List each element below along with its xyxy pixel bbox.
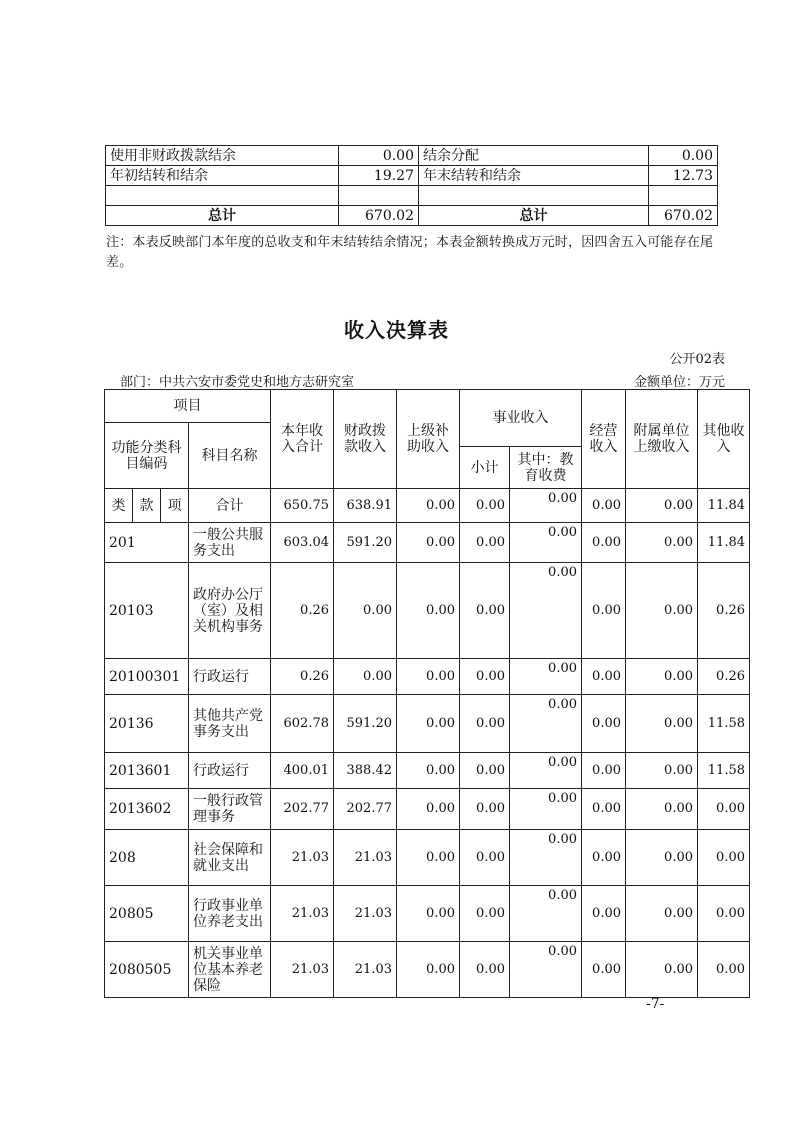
cell-superior: 0.00 (397, 830, 460, 886)
cell-other: 11.58 (698, 695, 750, 753)
cell-operating: 0.00 (582, 789, 626, 830)
cell-operating: 0.00 (582, 753, 626, 789)
cell-affiliated: 0.00 (626, 563, 698, 659)
cell-affiliated: 0.00 (626, 942, 698, 998)
header-edu-fee: 其中：教育收费 (510, 447, 582, 489)
row-value: 12.73 (649, 166, 718, 186)
header-project: 项目 (105, 390, 271, 423)
header-other: 其他收入 (698, 390, 750, 489)
cell-affiliated: 0.00 (626, 489, 698, 523)
page-number: -7- (646, 996, 665, 1012)
cell-other: 0.00 (698, 830, 750, 886)
cell-superior: 0.00 (397, 563, 460, 659)
cell-fiscal: 591.20 (334, 695, 397, 753)
row-value (649, 186, 718, 206)
cell-fiscal: 0.00 (334, 659, 397, 695)
cell-superior: 0.00 (397, 753, 460, 789)
cell-code: 20136 (105, 695, 189, 753)
header-subtotal: 小计 (460, 447, 510, 489)
cell-operating: 0.00 (582, 830, 626, 886)
total-label: 总计 (419, 206, 649, 226)
cell-superior: 0.00 (397, 695, 460, 753)
cell-edu: 0.00 (510, 563, 582, 659)
row-value: 0.00 (649, 146, 718, 166)
cell-operating: 0.00 (582, 659, 626, 695)
cell-subtotal: 0.00 (460, 830, 510, 886)
row-label (106, 186, 339, 206)
cell-affiliated: 0.00 (626, 789, 698, 830)
table-row (105, 523, 750, 563)
cell-other: 0.26 (698, 659, 750, 695)
row-label (419, 186, 649, 206)
cell-subtotal: 0.00 (460, 789, 510, 830)
cell-superior: 0.00 (397, 942, 460, 998)
cell-code: 2080505 (105, 942, 189, 998)
cell-total: 603.04 (271, 523, 334, 563)
cell-edu: 0.00 (510, 830, 582, 886)
total-row (106, 206, 718, 226)
balance-table (105, 145, 718, 226)
header-fiscal: 财政拨款收入 (334, 390, 397, 489)
header-operating: 经营收入 (582, 390, 626, 489)
table-row (105, 659, 750, 695)
cell-edu: 0.00 (510, 695, 582, 753)
header-func-class: 功能分类科目编码 (105, 423, 189, 489)
table-row (105, 563, 750, 659)
cell-subject-name: 政府办公厅（室）及相关机构事务 (189, 563, 271, 659)
total-row-label: 合计 (189, 489, 271, 523)
cell-fiscal: 638.91 (334, 489, 397, 523)
cell-subtotal: 0.00 (460, 523, 510, 563)
unit-label: 金额单位：万元 (633, 375, 725, 390)
total-value: 670.02 (339, 206, 419, 226)
cell-code: 2013602 (105, 789, 189, 830)
row-label: 使用非财政拨款结余 (106, 146, 339, 166)
cell-edu: 0.00 (510, 942, 582, 998)
cell-subtotal: 0.00 (460, 753, 510, 789)
cell-total: 202.77 (271, 789, 334, 830)
cell-subtotal: 0.00 (460, 695, 510, 753)
cell-superior: 0.00 (397, 659, 460, 695)
table-row (105, 942, 750, 998)
department-label: 部门：中共六安市委党史和地方志研究室 (120, 375, 355, 390)
table-row (106, 146, 718, 166)
total-label: 总计 (106, 206, 339, 226)
cell-total: 0.26 (271, 659, 334, 695)
header-total: 本年收入合计 (271, 390, 334, 489)
table-row (105, 753, 750, 789)
row-value: 19.27 (339, 166, 419, 186)
cell-total: 650.75 (271, 489, 334, 523)
cell-fiscal: 591.20 (334, 523, 397, 563)
cell-superior: 0.00 (397, 886, 460, 942)
header-xiang: 项 (161, 489, 189, 523)
cell-edu: 0.00 (510, 659, 582, 695)
cell-affiliated: 0.00 (626, 695, 698, 753)
cell-total: 21.03 (271, 886, 334, 942)
cell-subject-name: 一般行政管理事务 (189, 789, 271, 830)
cell-subject-name: 行政运行 (189, 753, 271, 789)
cell-superior: 0.00 (397, 523, 460, 563)
cell-operating: 0.00 (582, 523, 626, 563)
cell-other: 0.26 (698, 563, 750, 659)
row-label: 年初结转和结余 (106, 166, 339, 186)
cell-other: 11.84 (698, 489, 750, 523)
cell-superior: 0.00 (397, 489, 460, 523)
cell-total: 0.26 (271, 563, 334, 659)
cell-other: 0.00 (698, 942, 750, 998)
table-row (106, 166, 718, 186)
cell-edu: 0.00 (510, 489, 582, 523)
cell-other: 0.00 (698, 886, 750, 942)
cell-subtotal: 0.00 (460, 942, 510, 998)
cell-operating: 0.00 (582, 942, 626, 998)
cell-fiscal: 21.03 (334, 886, 397, 942)
cell-fiscal: 202.77 (334, 789, 397, 830)
table-row (105, 695, 750, 753)
cell-operating: 0.00 (582, 695, 626, 753)
income-table (104, 389, 750, 998)
cell-edu: 0.00 (510, 886, 582, 942)
page-title: 收入决算表 (344, 318, 449, 342)
row-value (339, 186, 419, 206)
table-code: 公开02表 (669, 352, 725, 367)
table-row (106, 186, 718, 206)
header-career: 事业收入 (460, 390, 582, 447)
total-value: 670.02 (649, 206, 718, 226)
cell-affiliated: 0.00 (626, 659, 698, 695)
cell-subject-name: 行政运行 (189, 659, 271, 695)
cell-affiliated: 0.00 (626, 830, 698, 886)
row-label: 年末结转和结余 (419, 166, 649, 186)
cell-code: 20805 (105, 886, 189, 942)
cell-affiliated: 0.00 (626, 523, 698, 563)
cell-fiscal: 388.42 (334, 753, 397, 789)
cell-edu: 0.00 (510, 753, 582, 789)
cell-other: 11.84 (698, 523, 750, 563)
header-subject-name: 科目名称 (189, 423, 271, 489)
cell-other: 11.58 (698, 753, 750, 789)
cell-total: 602.78 (271, 695, 334, 753)
cell-subtotal: 0.00 (460, 659, 510, 695)
header-kuan: 款 (133, 489, 161, 523)
cell-code: 20100301 (105, 659, 189, 695)
cell-operating: 0.00 (582, 563, 626, 659)
cell-total: 400.01 (271, 753, 334, 789)
cell-code: 20103 (105, 563, 189, 659)
table-note: 注：本表反映部门本年度的总收支和年末结转结余情况；本表金额转换成万元时，因四舍五入可能存在尾差。 (106, 235, 714, 270)
cell-edu: 0.00 (510, 523, 582, 563)
cell-subject-name: 一般公共服务支出 (189, 523, 271, 563)
cell-edu: 0.00 (510, 789, 582, 830)
cell-fiscal: 0.00 (334, 563, 397, 659)
cell-total: 21.03 (271, 830, 334, 886)
cell-operating: 0.00 (582, 489, 626, 523)
cell-code: 201 (105, 523, 189, 563)
table-row (105, 830, 750, 886)
cell-other: 0.00 (698, 789, 750, 830)
cell-subject-name: 其他共产党事务支出 (189, 695, 271, 753)
table-row (105, 886, 750, 942)
row-label: 结余分配 (419, 146, 649, 166)
header-lei: 类 (105, 489, 133, 523)
cell-subject-name: 行政事业单位养老支出 (189, 886, 271, 942)
cell-fiscal: 21.03 (334, 830, 397, 886)
cell-subtotal: 0.00 (460, 563, 510, 659)
cell-subtotal: 0.00 (460, 489, 510, 523)
cell-subject-name: 社会保障和就业支出 (189, 830, 271, 886)
cell-subject-name: 机关事业单位基本养老保险 (189, 942, 271, 998)
cell-subtotal: 0.00 (460, 886, 510, 942)
cell-code: 2013601 (105, 753, 189, 789)
cell-operating: 0.00 (582, 886, 626, 942)
row-value: 0.00 (339, 146, 419, 166)
cell-affiliated: 0.00 (626, 886, 698, 942)
cell-code: 208 (105, 830, 189, 886)
cell-fiscal: 21.03 (334, 942, 397, 998)
cell-affiliated: 0.00 (626, 753, 698, 789)
header-superior: 上级补助收入 (397, 390, 460, 489)
cell-total: 21.03 (271, 942, 334, 998)
header-affiliated: 附属单位上缴收入 (626, 390, 698, 489)
cell-superior: 0.00 (397, 789, 460, 830)
table-row (105, 789, 750, 830)
